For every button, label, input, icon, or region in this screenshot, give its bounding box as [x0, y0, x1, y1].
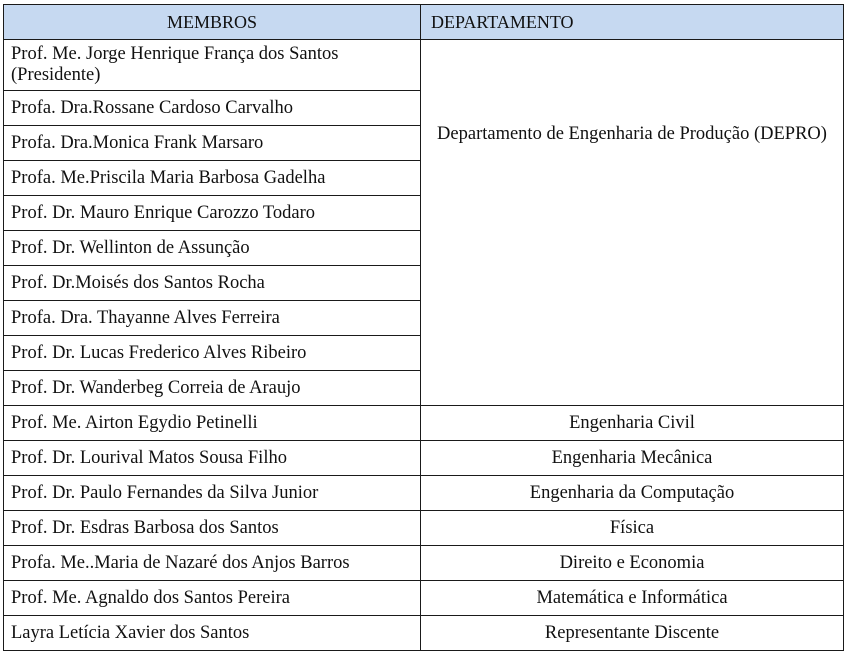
department-cell: Matemática e Informática: [421, 581, 844, 616]
member-cell: Prof. Dr. Lourival Matos Sousa Filho: [4, 441, 421, 476]
table-row: [4, 546, 844, 581]
member-cell: Layra Letícia Xavier dos Santos: [4, 616, 421, 651]
department-cell-depro: Departamento de Engenharia de Produção (DEPRO): [421, 40, 844, 406]
table-row: [4, 616, 844, 651]
member-cell: Prof. Dr. Lucas Frederico Alves Ribeiro: [4, 336, 421, 371]
table-row: [4, 581, 844, 616]
department-cell: Engenharia Civil: [421, 406, 844, 441]
header-department: DEPARTAMENTO: [421, 5, 844, 40]
department-cell: Engenharia da Computação: [421, 476, 844, 511]
department-cell: Física: [421, 511, 844, 546]
member-cell: Prof. Dr. Mauro Enrique Carozzo Todaro: [4, 196, 421, 231]
member-cell: Prof. Dr. Wanderbeg Correia de Araujo: [4, 371, 421, 406]
table-row: [4, 511, 844, 546]
member-cell: Profa. Dra.Rossane Cardoso Carvalho: [4, 91, 421, 126]
member-cell: Profa. Dra.Monica Frank Marsaro: [4, 126, 421, 161]
member-cell: Prof. Me. Airton Egydio Petinelli: [4, 406, 421, 441]
table-row: [4, 441, 844, 476]
member-cell: Prof. Me. Jorge Henrique França dos Santos (Presidente): [4, 40, 421, 91]
member-cell: Profa. Me..Maria de Nazaré dos Anjos Barros: [4, 546, 421, 581]
table-row: [4, 406, 844, 441]
member-cell: Prof. Dr. Paulo Fernandes da Silva Junior: [4, 476, 421, 511]
header-row: [4, 5, 844, 40]
member-cell: Prof. Me. Agnaldo dos Santos Pereira: [4, 581, 421, 616]
member-cell: Profa. Me.Priscila Maria Barbosa Gadelha: [4, 161, 421, 196]
header-members: MEMBROS: [4, 5, 421, 40]
department-cell: Engenharia Mecânica: [421, 441, 844, 476]
table-row: [4, 40, 844, 91]
table-row: [4, 476, 844, 511]
department-cell: Direito e Economia: [421, 546, 844, 581]
member-cell: Prof. Dr.Moisés dos Santos Rocha: [4, 266, 421, 301]
member-cell: Prof. Dr. Wellinton de Assunção: [4, 231, 421, 266]
member-cell: Profa. Dra. Thayanne Alves Ferreira: [4, 301, 421, 336]
members-table: [3, 4, 844, 651]
department-cell: Representante Discente: [421, 616, 844, 651]
member-cell: Prof. Dr. Esdras Barbosa dos Santos: [4, 511, 421, 546]
